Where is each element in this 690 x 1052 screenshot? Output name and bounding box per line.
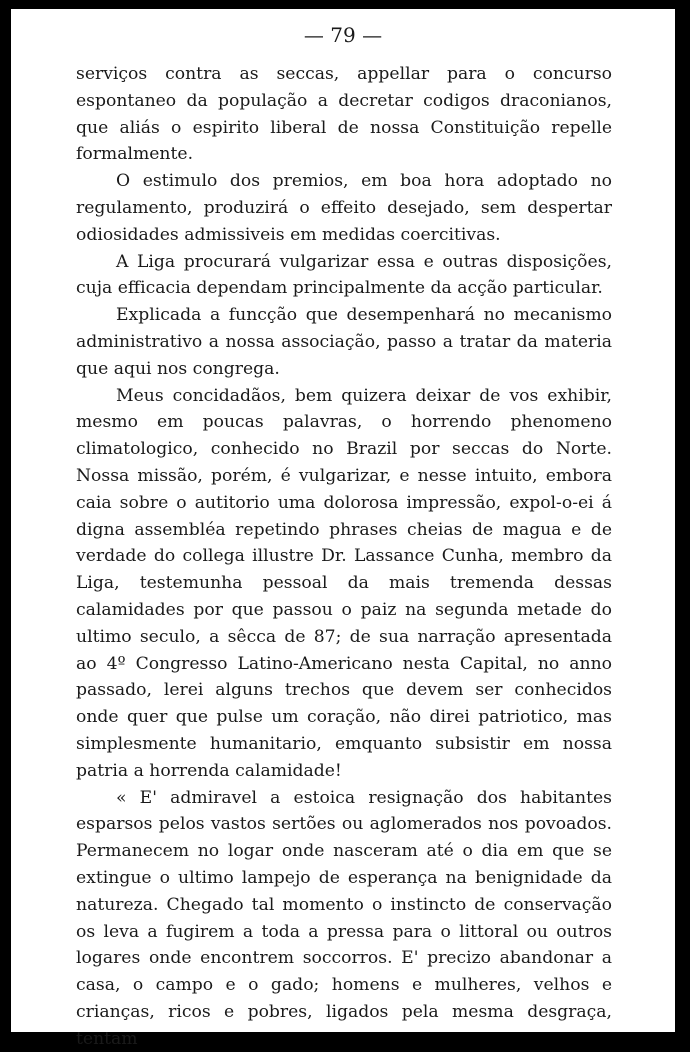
paragraph-3: A Liga procurará vulgarizar essa e outras disposições, cuja efficacia dependam principalmente da acção particular. <box>76 251 612 299</box>
paragraph-2: O estimulo dos premios, em boa hora adoptado no regulamento, produzirá o effeito desejado, sem despertar odiosidades admissiveis em medidas coercitivas. <box>76 171 612 245</box>
page-number: — 79 — <box>303 23 383 47</box>
body-text <box>76 61 612 1052</box>
paragraph-6: « E' admiravel a estoica resignação dos habitantes esparsos pelos vastos sertões ou aglomerados nos povoados. Permanecem no logar onde nasceram até o dia em que se extingue o ultimo lampejo de esperança na benignidade da natureza. Chegado tal momento o instincto de conservação os leva a fugirem a toda a pressa para o littoral ou outros logares onde encontrem soccorros. E' precizo abandonar a casa, o campo e o gado; homens e mulheres, velhos e crianças, ricos e pobres, ligados pela mesma desgraça, tentam <box>76 787 612 1049</box>
paragraph-1: serviços contra as seccas, appellar para o concurso espontaneo da população a decretar codigos draconianos, que aliás o espirito liberal de nossa Constituição repelle formalmente. <box>76 64 612 165</box>
paragraph-4: Explicada a funcção que desempenhará no mecanismo administrativo a nossa associação, passo a tratar da materia que aqui nos congrega. <box>76 305 612 379</box>
paragraph-5: Meus concidadãos, bem quizera deixar de vos exhibir, mesmo em poucas palavras, o horrendo phenomeno climatologico, conhecido no Brazil por seccas do Norte. Nossa missão, porém, é vulgarizar, e nesse intuito, embora caia sobre o autitorio uma dolorosa impressão, expol-o-ei á digna assembléa repetindo phrases cheias de magua e de verdade do collega illustre Dr. Lassance Cunha, membro da Liga, testemunha pessoal da mais tremenda dessas calamidades por que passou o paiz na segunda metade do ultimo seculo, a sêcca de 87; de sua narração apresentada ao 4º Congresso Latino-Americano nesta Capital, no anno passado, lerei alguns trechos que devem ser conhecidos onde quer que pulse um coração, não direi patriotico, mas simplesmente humanitario, emquanto subsistir em nossa patria a horrenda calamidade! <box>76 385 612 781</box>
book-page <box>11 9 675 1049</box>
